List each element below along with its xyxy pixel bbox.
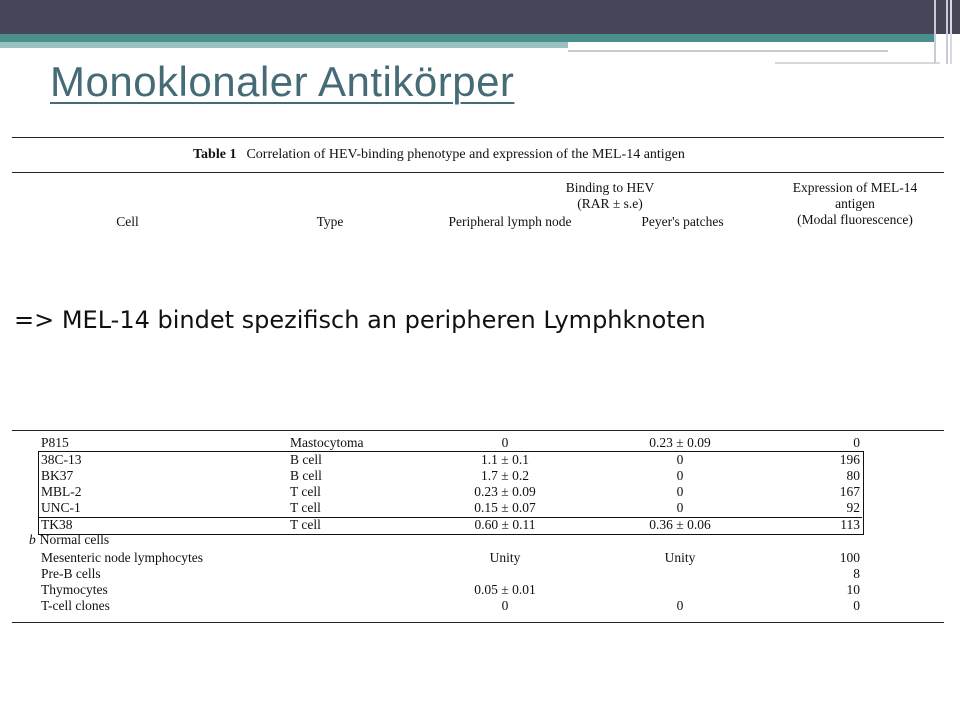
- section-letter: b: [29, 532, 36, 547]
- cell-expression: 113: [840, 517, 860, 532]
- table-header-rule: [12, 172, 944, 173]
- divider-line: [568, 50, 888, 52]
- table-row: [0, 468, 960, 484]
- cell-expression: 196: [839, 452, 860, 467]
- table-row: [0, 517, 960, 533]
- cell-name: BK37: [41, 468, 74, 483]
- table-row: [0, 598, 960, 614]
- table-top-rule: [12, 137, 944, 138]
- cell-pln: Unity: [489, 550, 521, 565]
- cell-type: T cell: [290, 500, 321, 515]
- cell-expression: 100: [839, 550, 860, 565]
- cell-pln: 0: [501, 435, 509, 450]
- section-title: Normal cells: [39, 532, 110, 547]
- table-label: Table 1: [193, 147, 237, 162]
- cell-type: Mastocytoma: [290, 435, 364, 450]
- header-cell: Cell: [116, 214, 139, 229]
- cell-name: Thymocytes: [41, 582, 108, 597]
- cell-pln: 0.60 ± 0.11: [474, 517, 536, 532]
- cell-pln: 0.15 ± 0.07: [474, 500, 536, 515]
- cell-pp: 0.23 ± 0.09: [649, 435, 711, 450]
- cell-name: UNC-1: [41, 500, 81, 515]
- table-row: [0, 550, 960, 566]
- divider-line: [775, 62, 940, 64]
- header-peripheral-lymph-node: Peripheral lymph node: [448, 214, 572, 229]
- table-body-rule: [12, 430, 944, 431]
- table-bottom-rule: [12, 622, 944, 623]
- cell-pp: Unity: [664, 550, 696, 565]
- table-row: [0, 484, 960, 500]
- cell-type: T cell: [290, 517, 321, 532]
- table-caption: [193, 147, 685, 163]
- cell-name: 38C-13: [41, 452, 82, 467]
- cell-pln: 0.23 ± 0.09: [474, 484, 536, 499]
- table-row: [0, 582, 960, 598]
- cell-name: Mesenteric node lymphocytes: [41, 550, 203, 565]
- accent-bar-lower: [0, 42, 568, 48]
- cell-name: P815: [41, 435, 69, 450]
- edge-decoration: [934, 0, 948, 64]
- cell-type: T cell: [290, 484, 321, 499]
- cell-name: T-cell clones: [41, 598, 110, 613]
- table-row: [0, 500, 960, 516]
- table-row: [0, 435, 960, 451]
- accent-bar: [0, 34, 935, 42]
- header-expression-line2: antigen: [835, 196, 875, 211]
- header-expression: [765, 180, 945, 228]
- header-binding-title: Binding to HEV: [565, 180, 655, 195]
- cell-pln: 1.7 ± 0.2: [481, 468, 529, 483]
- cell-pp: 0: [676, 484, 684, 499]
- table-caption-text: Correlation of HEV-binding phenotype and expression of the MEL-14 antigen: [246, 147, 685, 162]
- cell-expression: 92: [846, 500, 860, 515]
- cell-pp: 0: [676, 500, 684, 515]
- cell-expression: 0: [853, 598, 860, 613]
- cell-pp: 0: [676, 598, 684, 613]
- cell-pp: 0: [676, 468, 684, 483]
- section-label: [29, 532, 109, 548]
- cell-pp: 0.36 ± 0.06: [649, 517, 711, 532]
- cell-pln: 0.05 ± 0.01: [474, 582, 536, 597]
- slide-title: Monoklonaler Antikörper: [50, 58, 515, 105]
- cell-expression: 80: [846, 468, 860, 483]
- header-type: Type: [316, 214, 344, 229]
- cell-pln: 1.1 ± 0.1: [481, 452, 529, 467]
- cell-name: TK38: [41, 517, 73, 532]
- header-binding-sub: (RAR ± s.e): [577, 196, 643, 211]
- edge-decoration: [950, 0, 956, 64]
- top-bar: [0, 0, 960, 34]
- header-peyers-patches: Peyer's patches: [641, 214, 724, 229]
- cell-name: Pre-B cells: [41, 566, 101, 581]
- cell-pln: 0: [501, 598, 509, 613]
- cell-expression: 10: [846, 582, 860, 597]
- cell-expression: 0: [853, 435, 860, 450]
- header-expression-line1: Expression of MEL-14: [792, 180, 918, 195]
- conclusion-statement: => MEL-14 bindet spezifisch an peripheren Lymphknoten: [14, 306, 706, 334]
- cell-type: B cell: [290, 452, 322, 467]
- cell-expression: 8: [853, 566, 860, 581]
- header-binding-group: [510, 180, 710, 212]
- cell-name: MBL-2: [41, 484, 82, 499]
- table-row: [0, 452, 960, 468]
- cell-pp: 0: [676, 452, 684, 467]
- cell-expression: 167: [839, 484, 860, 499]
- header-expression-line3: (Modal fluorescence): [797, 212, 913, 227]
- cell-type: B cell: [290, 468, 322, 483]
- table-row: [0, 566, 960, 582]
